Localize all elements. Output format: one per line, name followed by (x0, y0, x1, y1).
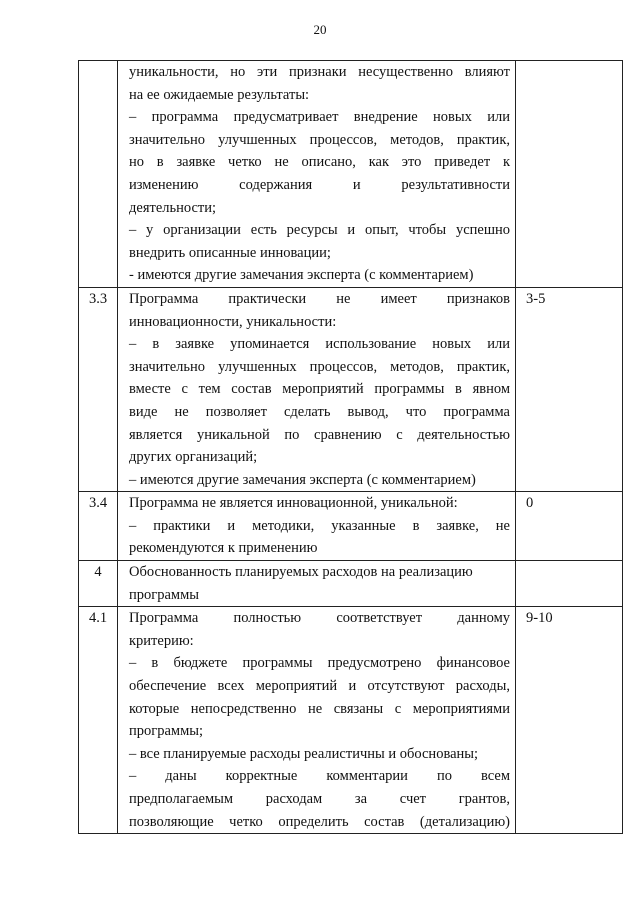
criterion-number: 3.4 (79, 492, 118, 561)
description-line: – даны корректные комментарии по всем (129, 768, 510, 785)
description-line: – практики и методики, указанные в заявке, не (129, 517, 510, 534)
description-line: – в заявке упоминается использование новых или (129, 336, 510, 353)
table-row (79, 492, 623, 561)
criterion-number: 3.3 (79, 287, 118, 491)
description-line: – программа предусматривает внедрение новых или (129, 109, 510, 126)
criterion-description (118, 492, 516, 561)
description-line: изменению содержания и результативности (129, 176, 510, 193)
description-line: рекомендуются к применению (129, 540, 318, 557)
criterion-description (118, 61, 516, 288)
description-line: является уникальной по сравнению с деятельностью (129, 426, 510, 443)
criterion-number (79, 61, 118, 288)
criteria-table (78, 60, 623, 834)
description-line: программы (129, 586, 199, 603)
criterion-number: 4.1 (79, 607, 118, 834)
description-line: критерию: (129, 632, 194, 649)
criterion-description (118, 561, 516, 607)
criterion-score: 3-5 (516, 287, 623, 491)
description-line: – имеются другие замечания эксперта (с комментарием) (129, 471, 476, 488)
criterion-score: 9-10 (516, 607, 623, 834)
description-line: - имеются другие замечания эксперта (с комментарием) (129, 267, 474, 284)
description-line: – все планируемые расходы реалистичны и обоснованы; (129, 745, 479, 762)
page-number: 20 (313, 22, 327, 37)
criterion-description (118, 287, 516, 491)
criterion-score: 0 (516, 492, 623, 561)
description-line: которые непосредственно не связаны с мероприятиями (129, 700, 510, 717)
description-line: программы; (129, 723, 204, 740)
description-line: предполагаемым расходам за счет грантов, (129, 791, 510, 807)
description-line: – у организации есть ресурсы и опыт, чтобы успешно (129, 222, 510, 239)
description-line: других организаций; (129, 449, 258, 466)
table-row (79, 61, 623, 288)
description-line: деятельности; (129, 199, 217, 216)
description-line: вместе с тем состав мероприятий программы в явном (129, 381, 510, 398)
description-line: Программа полностью соответствует данному (129, 610, 510, 627)
description-line: – в бюджете программы предусмотрено финансовое (129, 655, 510, 672)
description-line: но в заявке четко не описано, как это приведет к (129, 154, 510, 171)
description-line: на ее ожидаемые результаты: (129, 86, 310, 103)
criteria-table-body (79, 61, 623, 834)
criterion-description (118, 607, 516, 834)
description-line: Обоснованность планируемых расходов на реализацию (129, 564, 473, 581)
table-row (79, 561, 623, 607)
description-line: позволяющие четко определить состав (детализацию) (129, 813, 510, 830)
description-line: инновационности, уникальности: (129, 313, 337, 330)
description-line: виде не позволяет сделать вывод, что программа (129, 403, 510, 420)
criterion-number: 4 (79, 561, 118, 607)
table-row (79, 607, 623, 834)
description-line: значительно улучшенных процессов, методов, практик, (129, 131, 510, 148)
criterion-score (516, 561, 623, 607)
description-line: уникальности, но эти признаки несущественно влияют (129, 64, 510, 80)
description-line: Программа не является инновационной, уникальной: (129, 495, 458, 512)
criterion-score (516, 61, 623, 288)
table-row (79, 287, 623, 491)
description-line: обеспечение всех мероприятий и отсутствуют расходы, (129, 678, 510, 695)
description-line: значительно улучшенных процессов, методов, практик, (129, 358, 510, 375)
description-line: Программа практически не имеет признаков (129, 290, 510, 307)
description-line: внедрить описанные инновации; (129, 244, 331, 261)
